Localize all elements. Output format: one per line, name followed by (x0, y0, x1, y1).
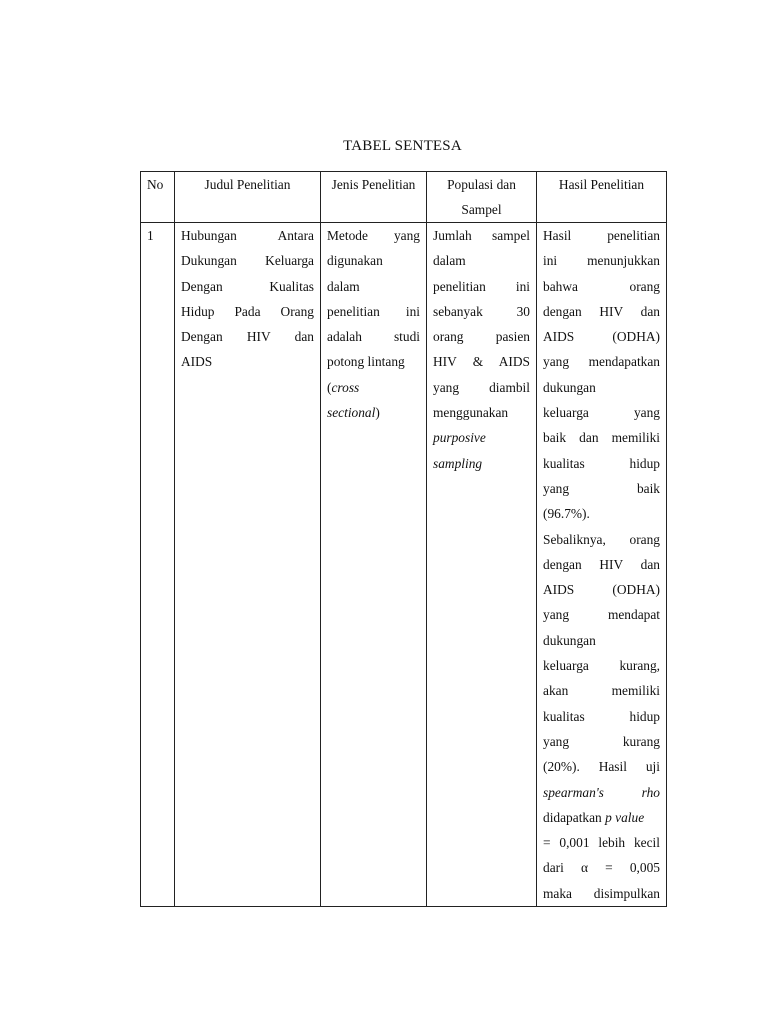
populasi-line: menggunakan (433, 405, 509, 421)
hasil-line: AIDS (ODHA) (543, 582, 660, 598)
judul-line: AIDS (181, 354, 213, 370)
populasi-line: orang pasien (433, 329, 530, 345)
judul-line: Dukungan Keluarga (181, 253, 314, 269)
cell-judul-penelitian (175, 223, 321, 907)
table-row (141, 223, 667, 907)
hasil-line: kualitas hidup (543, 708, 660, 724)
jenis-line (327, 400, 420, 425)
hasil-line: (20%). Hasil uji (543, 759, 660, 775)
table-header-row (141, 172, 667, 223)
cell-hasil-penelitian (537, 223, 667, 907)
jenis-line: Metode yang (327, 228, 420, 243)
populasi-line: Jumlah sampel (433, 228, 530, 243)
hasil-line: yang mendapat (543, 607, 660, 623)
spearman-term: spearman's rho (543, 784, 660, 800)
hasil-line: akan memiliki (543, 683, 660, 699)
cell-populasi-sampel (427, 223, 537, 907)
sampling-term: sampling (433, 455, 483, 471)
hasil-line: = 0,001 lebih kecil (543, 835, 660, 851)
jenis-line: digunakan (327, 253, 383, 269)
hasil-line: Sebaliknya, orang (543, 531, 660, 547)
paren-open: ( (327, 379, 332, 395)
judul-line: Dengan Kualitas (181, 278, 314, 294)
jenis-line: adalah studi (327, 329, 420, 345)
cell-jenis-penelitian (321, 223, 427, 907)
hasil-line (543, 805, 660, 830)
header-no: No (141, 172, 175, 223)
paren-close: ) (375, 405, 380, 421)
jenis-line: dalam (327, 278, 360, 294)
hasil-line: keluarga yang (543, 405, 660, 421)
hasil-line: (96.7%). (543, 506, 590, 522)
purposive-term: purposive (433, 430, 486, 446)
hasil-line: dukungan (543, 632, 596, 648)
sectional-term: sectional (327, 405, 376, 421)
populasi-line: penelitian ini (433, 278, 530, 294)
hasil-line: Hasil penelitian (543, 228, 660, 243)
populasi-line (433, 451, 530, 476)
judul-line: Dengan HIV dan (181, 329, 314, 345)
hasil-line: dukungan (543, 379, 596, 395)
p-value-term: p value (605, 809, 645, 825)
hasil-line: bahwa orang (543, 278, 660, 294)
populasi-line: dalam (433, 253, 466, 269)
didapatkan-text: didapatkan (543, 809, 602, 825)
hasil-line: kualitas hidup (543, 455, 660, 471)
header-jenis-penelitian: Jenis Penelitian (321, 172, 427, 223)
hasil-line: yang kurang (543, 733, 660, 749)
header-populasi-sampel: Populasi dan Sampel (427, 172, 537, 223)
header-hasil-penelitian: Hasil Penelitian (537, 172, 667, 223)
populasi-line (433, 425, 530, 450)
hasil-line (543, 780, 660, 805)
jenis-line: potong lintang (327, 354, 405, 370)
synthesis-table (140, 171, 667, 907)
judul-line: Hubungan Antara (181, 228, 314, 243)
hasil-line: AIDS (ODHA) (543, 329, 660, 345)
hasil-line: ini menunjukkan (543, 253, 660, 269)
jenis-line: penelitian ini (327, 303, 420, 319)
populasi-line: sebanyak 30 (433, 303, 530, 319)
table-title: TABEL SENTESA (343, 138, 462, 154)
jenis-line (327, 375, 420, 400)
hasil-line: yang mendapatkan (543, 354, 660, 370)
header-judul-penelitian: Judul Penelitian (175, 172, 321, 223)
judul-line: Hidup Pada Orang (181, 303, 314, 319)
populasi-line: HIV & AIDS (433, 354, 530, 370)
populasi-line: yang diambil (433, 379, 530, 395)
hasil-line: dari α = 0,005 (543, 860, 660, 876)
hasil-line: maka disimpulkan (543, 885, 660, 901)
cross-term: cross (331, 379, 360, 395)
hasil-line: keluarga kurang, (543, 658, 660, 674)
hasil-line: dengan HIV dan (543, 303, 660, 319)
hasil-line: dengan HIV dan (543, 556, 660, 572)
cell-no: 1 (141, 223, 175, 907)
hasil-line: baik dan memiliki (543, 430, 660, 446)
hasil-line: yang baik (543, 480, 660, 496)
